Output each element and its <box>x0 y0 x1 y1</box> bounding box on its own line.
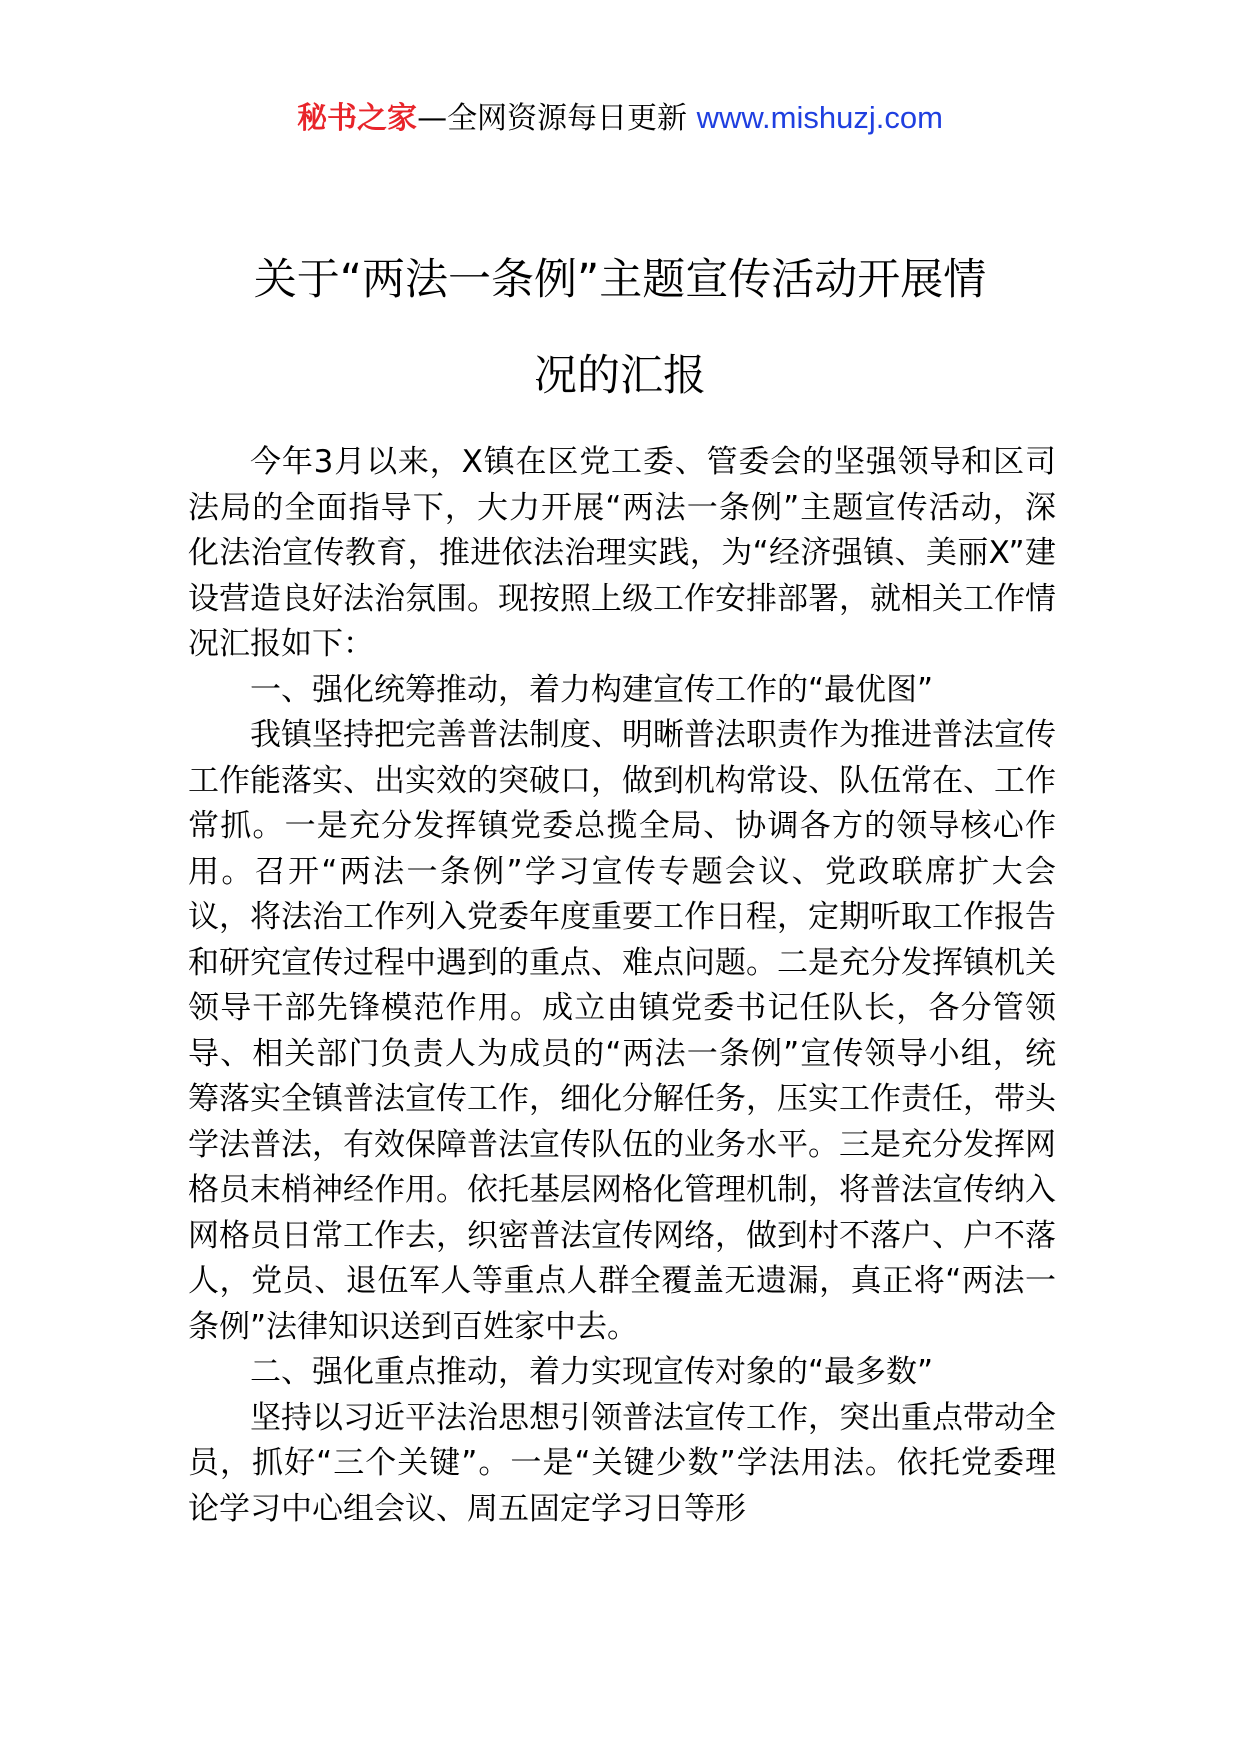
title-line-1: 关于“两法一条例”主题宣传活动开展情 <box>253 255 987 305</box>
intro-paragraph: 今年3月以来，X镇在区党工委、管委会的坚强领导和区司法局的全面指导下，大力开展“两法一条例”主题宣传活动，深化法治宣传教育，推进依法治理实践，为“经济强镇、美丽X”建设营造良好法治氛围。现按照上级工作安排部署，就相关工作情况汇报如下： <box>188 444 1056 662</box>
site-slogan: —全网资源每日更新 <box>417 101 697 136</box>
section-heading-2: 二、强化重点推动，着力实现宣传对象的“最多数” <box>250 1354 934 1390</box>
section-heading-1: 一、强化统筹推动，着力构建宣传工作的“最优图” <box>250 671 934 708</box>
site-url-link[interactable]: www.mishuzj.com <box>696 100 943 135</box>
section-2-paragraph: 坚持以习近平法治思想引领普法宣传工作，突出重点带动全员，抓好“三个关键”。一是“关键少数”学法用法。依托党委理论学习中心组会议、周五固定学习日等形 <box>188 1399 1056 1527</box>
site-header <box>0 98 1240 139</box>
section-1-paragraph: 我镇坚持把完善普法制度、明晰普法职责作为推进普法宣传工作能落实、出实效的突破口，做到机构常设、队伍常在、工作常抓。一是充分发挥镇党委总揽全局、协调各方的领导核心作用。召开“两法一条例”学习宣传专题会议、党政联席扩大会议，将法治工作列入党委年度重要工作日程，定期听取工作报告和研究宣传过程中遇到的重点、难点问题。二是充分发挥镇机关领导干部先锋模范作用。成立由镇党委书记任队长，各分管领导、相关部门负责人为成员的“两法一条例”宣传领导小组，统筹落实全镇普法宣传工作，细化分解任务，压实工作责任，带头学法普法，有效保障普法宣传队伍的业务水平。三是充分发挥网格员末梢神经作用。依托基层网格化管理机制，将普法宣传纳入网格员日常工作去，织密普法宣传网络，做到村不落户、户不落人，党员、退伍军人等重点人群全覆盖无遗漏，真正将“两法一条例”法律知识送到百姓家中去。 <box>188 717 1056 1345</box>
document-body <box>188 440 1056 1532</box>
site-brand: 秘书之家 <box>297 101 418 136</box>
document-title <box>190 232 1050 424</box>
title-line-2: 况的汇报 <box>534 351 706 401</box>
